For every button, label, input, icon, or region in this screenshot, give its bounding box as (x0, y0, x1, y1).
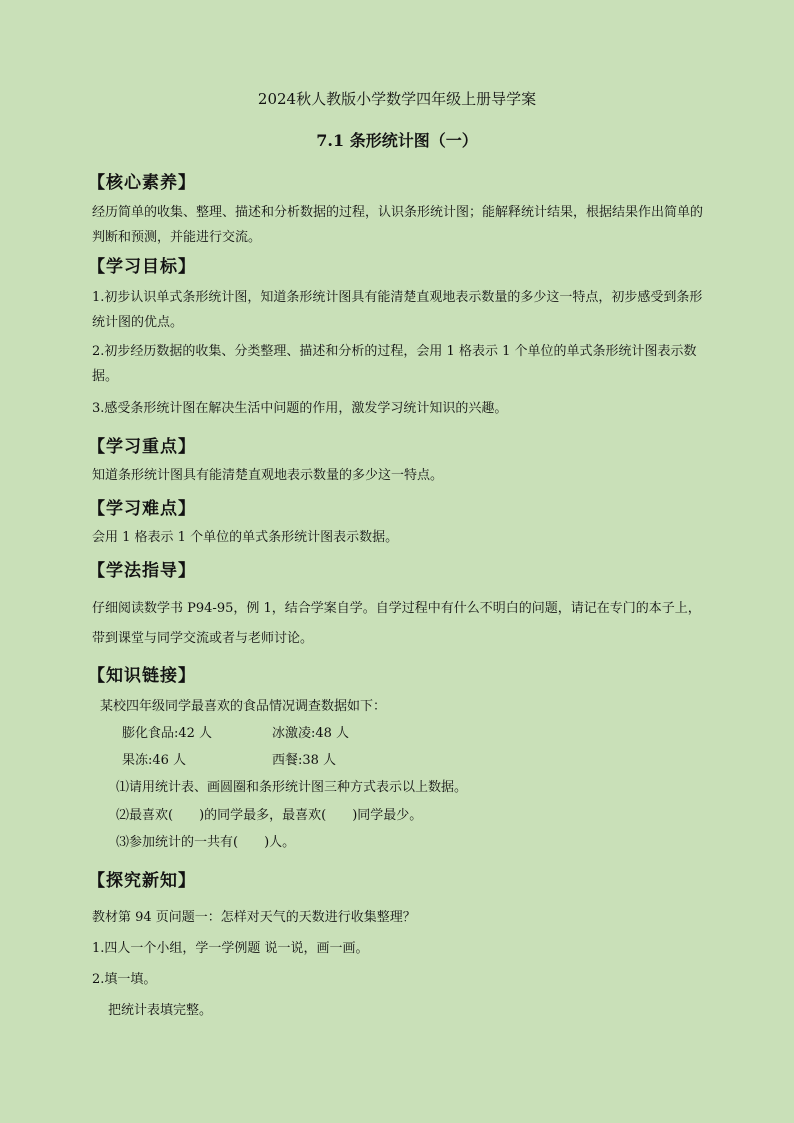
heading-core: 【核心素养】 (88, 173, 196, 193)
question-3: ⑶参加统计的一共有( )人。 (116, 835, 296, 850)
heading-explore: 【探究新知】 (88, 871, 196, 891)
link-intro: 某校四年级同学最喜欢的食品情况调查数据如下： (100, 699, 387, 714)
goal-item-3: 3.感受条形统计图在解决生活中问题的作用，激发学习统计知识的兴趣。 (92, 401, 508, 416)
food-item: 果冻:46 人 (122, 753, 187, 768)
explore-line: 1.四人一个小组，学一学例题 说一说，画一画。 (92, 941, 369, 956)
goal-item-2: 2.初步经历数据的收集、分类整理、描述和分析的过程，会用 1 格表示 1 个单位的单式条形统计图表示数据。 (92, 344, 697, 384)
question-1: ⑴请用统计表、画圆圈和条形统计图三种方式表示以上数据。 (116, 780, 468, 795)
page-title: 2024秋人教版小学数学四年级上册导学案 (257, 90, 537, 108)
difficulty-text: 会用 1 格表示 1 个单位的单式条形统计图表示数据。 (92, 530, 399, 545)
core-text: 经历简单的收集、整理、描述和分析数据的过程，认识条形统计图；能解释统计结果，根据结果作出简单的判断和预测，并能进行交流。 (92, 205, 704, 245)
food-item: 冰激凌:48 人 (272, 726, 350, 741)
food-item: 西餐:38 人 (272, 753, 337, 768)
heading-link: 【知识链接】 (88, 666, 196, 686)
heading-method: 【学法指导】 (88, 561, 196, 581)
goal-item-1: 1.初步认识单式条形统计图，知道条形统计图具有能清楚直观地表示数量的多少这一特点，初步感受到条形统计图的优点。 (92, 290, 703, 330)
explore-line: 教材第 94 页问题一：怎样对天气的天数进行收集整理？ (92, 910, 416, 925)
lesson-title: 7.1 条形统计图（一） (316, 131, 478, 150)
question-2: ⑵最喜欢( )的同学最多，最喜欢( )同学最少。 (116, 808, 423, 823)
explore-line: 把统计表填完整。 (108, 1003, 213, 1018)
method-text: 仔细阅读数学书 P94-95，例 1，结合学案自学。自学过程中有什么不明白的问题，请记在专门的本子上，带到课堂与同学交流或者与老师讨论。 (92, 601, 701, 646)
key-text: 知道条形统计图具有能清楚直观地表示数量的多少这一特点。 (92, 468, 444, 483)
heading-difficulty: 【学习难点】 (88, 499, 196, 519)
heading-goals: 【学习目标】 (88, 257, 196, 277)
explore-line: 2.填一填。 (92, 972, 157, 987)
food-item: 膨化食品:42 人 (122, 726, 213, 741)
heading-key: 【学习重点】 (88, 437, 196, 457)
